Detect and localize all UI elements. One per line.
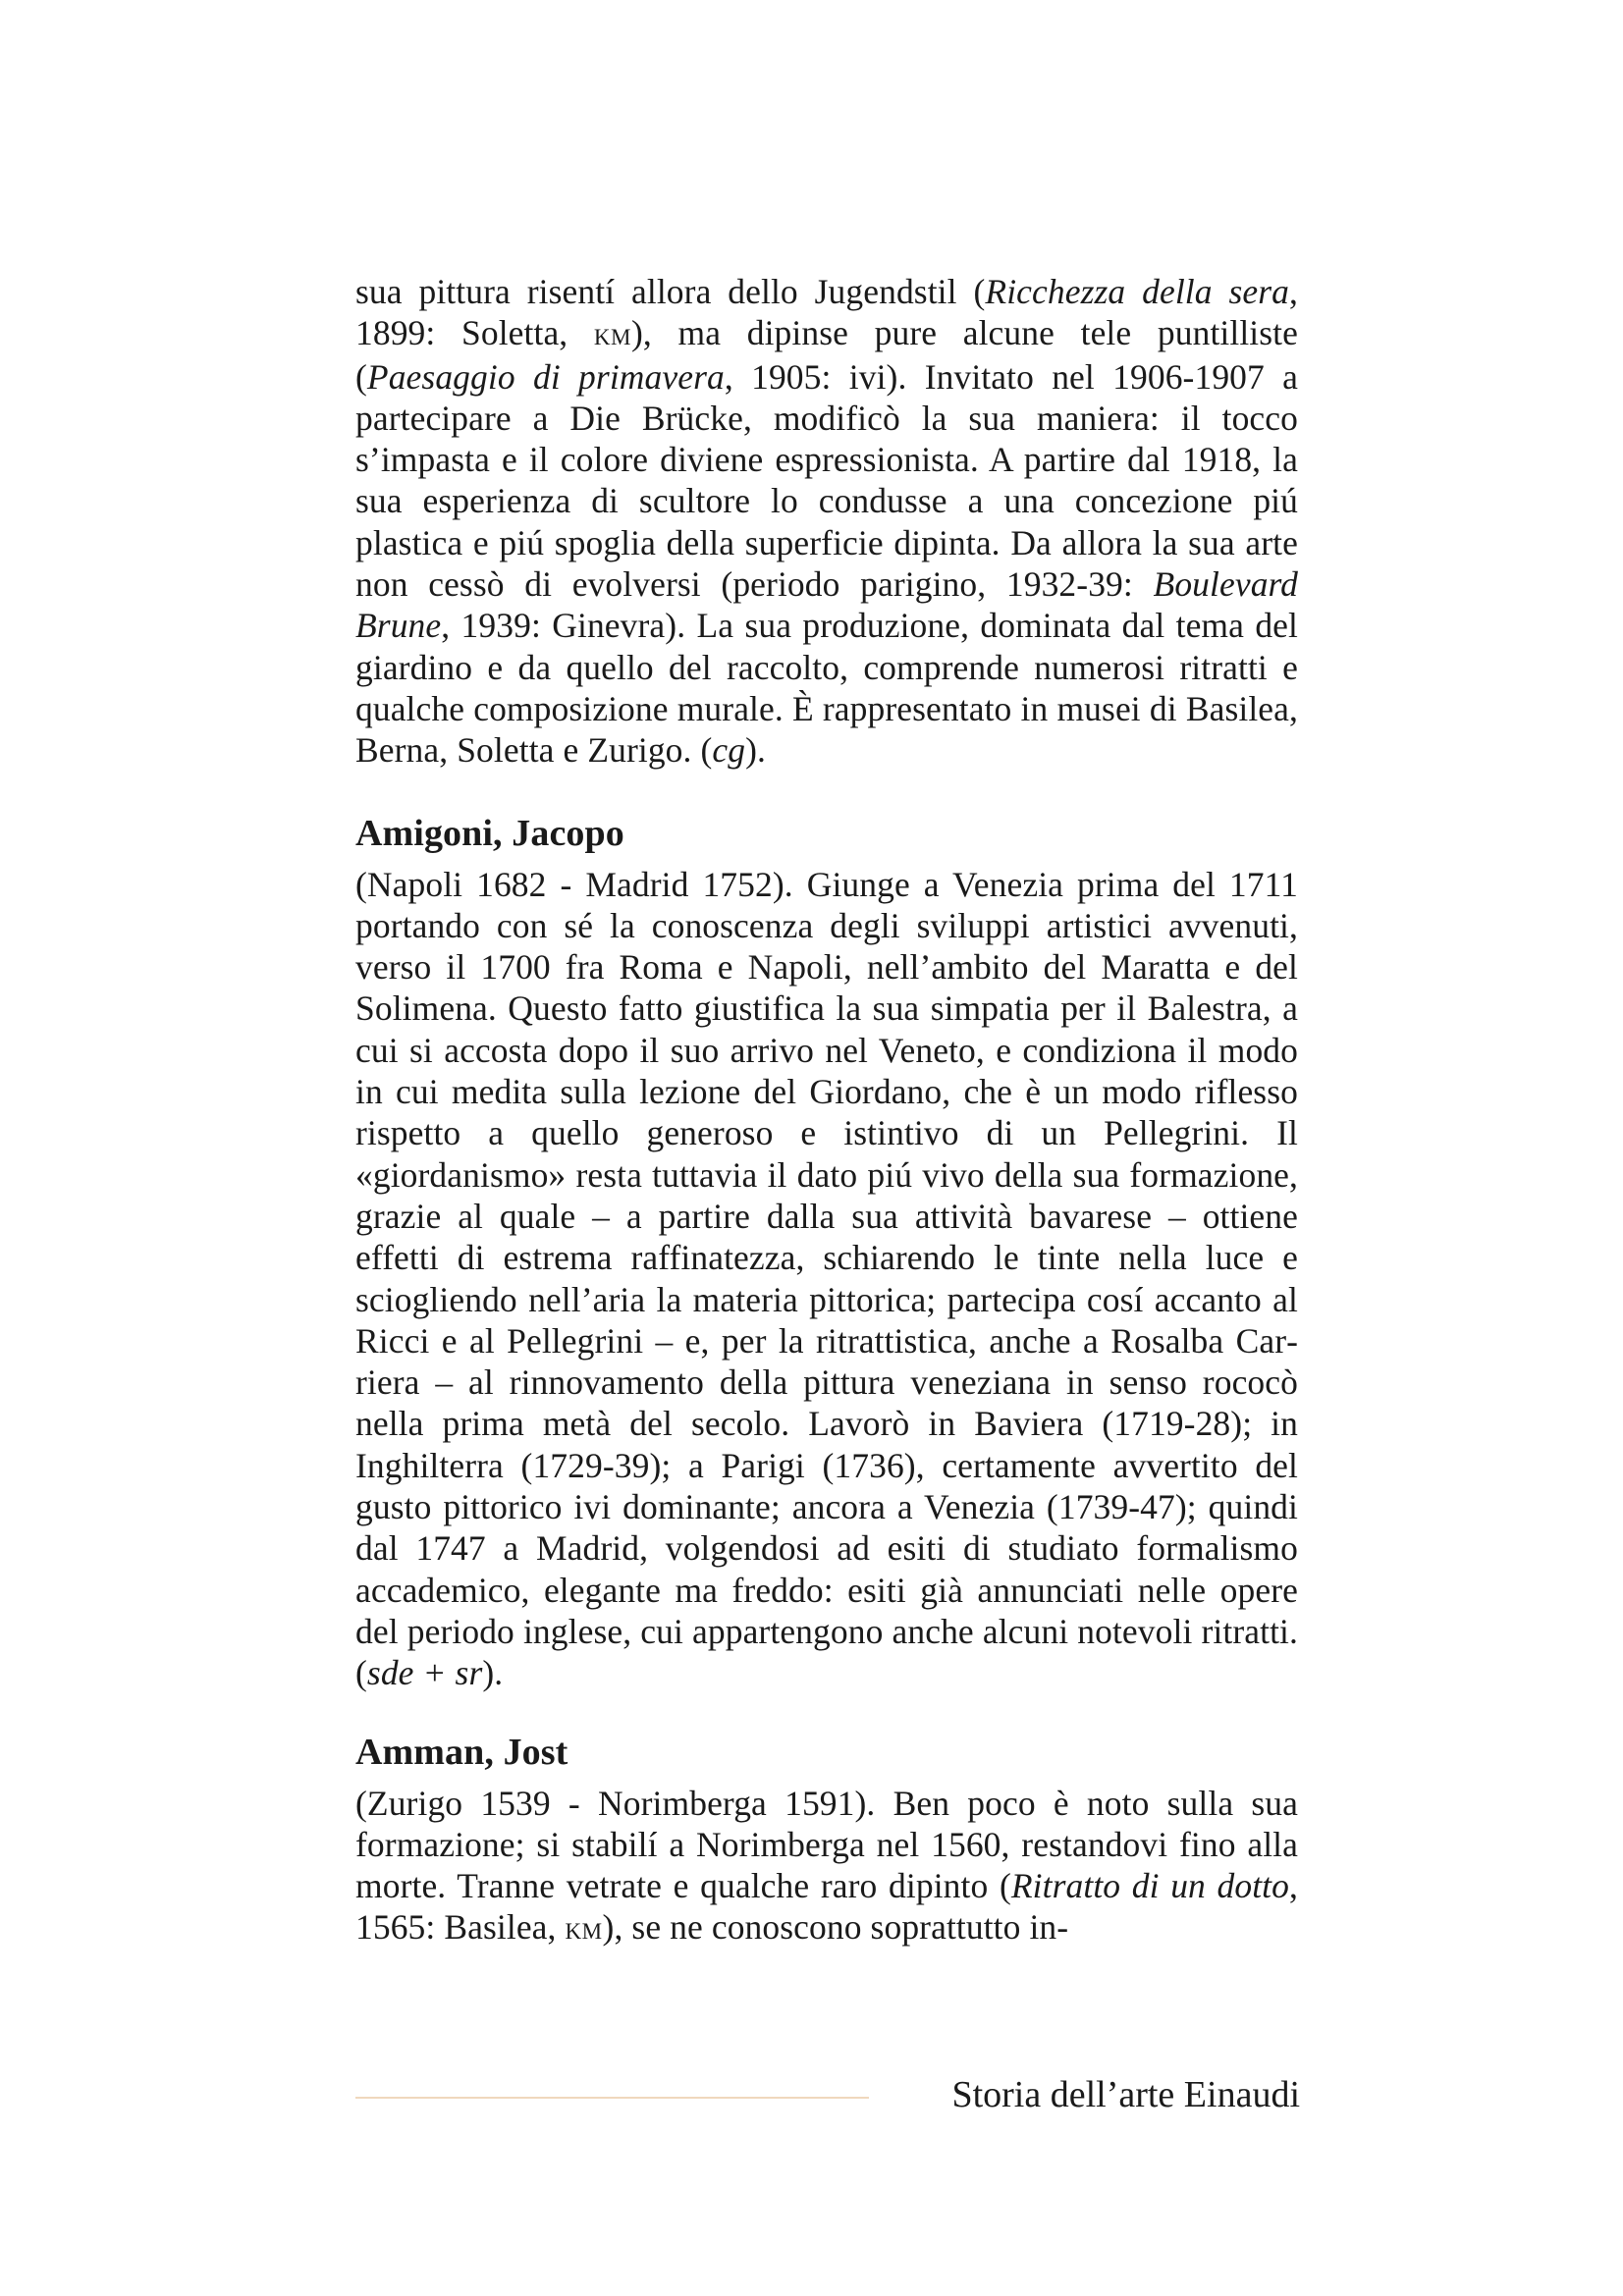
author-initials: sde + sr <box>366 1653 483 1693</box>
footer-rule <box>355 2097 869 2099</box>
text-run: , 1939: Ginevra). La sua produzione, dominata dal tema del giardino e da quello del raccolto, comprende numerosi ritratti e qualche composizione murale. È rappresentato in musei di Basilea, Berna, Soletta e Zurigo. ( <box>355 606 1298 771</box>
page-footer <box>355 2071 1300 2118</box>
museum-abbreviation: km <box>565 1911 603 1948</box>
text-run: (Napoli 1682 - Madrid 1752). Giunge a Venezia prima del 1711 portando con sé la conoscenza degli sviluppi artistici avvenuti, verso il 1700 fra Roma e Napoli, nell’ambito del Maratta e del Solimena. Questo fatto giustifica la sua simpatia per il Balestra, a cui si accosta dopo il suo arrivo nel Veneto, e condiziona il modo in cui medita sulla lezione del Giordano, che è un modo riflesso rispetto a quello generoso e istintivo di un Pellegrini. Il «giordanismo» resta tuttavia il dato piú vivo della sua formazione, grazie al quale – a partire dalla sua attività bavarese – ottiene effetti di estrema raffinatezza, schiarendo le tinte nella luce e sciogliendo nell’aria la materia pittorica; partecipa cosí accanto al Ricci e al Pellegrini – e, per la ritrattistica, anche a Rosalba Carriera – al rinnovamento della pittura veneziana in senso rococò nella prima metà del secolo. Lavorò in Baviera (1719-28); in Inghilterra (1729-39); a Parigi (1736), certamente avvertito del gusto pittorico ivi dominante; ancora a Venezia (1739-47); quindi dal 1747 a Madrid, volgendosi ad esiti di studiato formalismo accademico, elegante ma freddo: esiti già annunciati nelle opere del periodo inglese, cui appartengono anche alcuni notevoli ritratti. ( <box>355 864 1298 1693</box>
artwork-title: Paesaggio di primavera <box>366 356 725 397</box>
entry-body-amigoni <box>355 864 1298 1694</box>
footer-title: Storia dell’arte Einaudi <box>951 2074 1300 2115</box>
text-run: (Zurigo 1539 - Norimberga 1591). Ben poco è noto sulla sua formazione; si stabilí a Norimberga nel 1560, restandovi fino alla morte. Tranne vetrate e qualche raro dipinto ( <box>355 1783 1298 1906</box>
text-run: , 1899: Soletta, <box>355 272 1298 353</box>
continuation-paragraph <box>355 271 1298 772</box>
artwork-title: Ritratto di un dotto <box>1010 1866 1290 1906</box>
text-run: , 1565: Basilea, <box>355 1866 1298 1948</box>
text-run: ). <box>482 1653 504 1693</box>
text-run: ). <box>745 730 767 771</box>
entry-heading-amigoni: Amigoni, Jacopo <box>355 812 624 854</box>
entry-heading-amman: Amman, Jost <box>355 1731 568 1773</box>
artwork-title: Boulevard Brune <box>355 564 1298 646</box>
entry-body-amman <box>355 1783 1298 1950</box>
artwork-title: Ricchezza della sera <box>985 272 1290 311</box>
text-run: , 1905: ivi). Invitato nel 1906-1907 a partecipare a Die Brücke, modificò la sua maniera: il tocco s’impasta e il colore diviene espressionista. A partire dal 1918, la sua esperienza di scultore lo condusse a una concezione piú plastica e piú spoglia della superficie dipinta. Da allora la sua arte non cessò di evolversi (periodo parigino, 1932-39: <box>355 356 1299 605</box>
page-body <box>355 271 1298 1950</box>
museum-abbreviation: km <box>593 317 631 353</box>
text-run: sua pittura risentí allora dello Jugendstil ( <box>355 272 986 311</box>
author-initials: cg <box>712 730 746 771</box>
text-run: ), se ne conoscono soprattutto in- <box>602 1907 1069 1948</box>
text-run: ), ma dipinse pure alcune tele puntilliste ( <box>355 313 1298 397</box>
